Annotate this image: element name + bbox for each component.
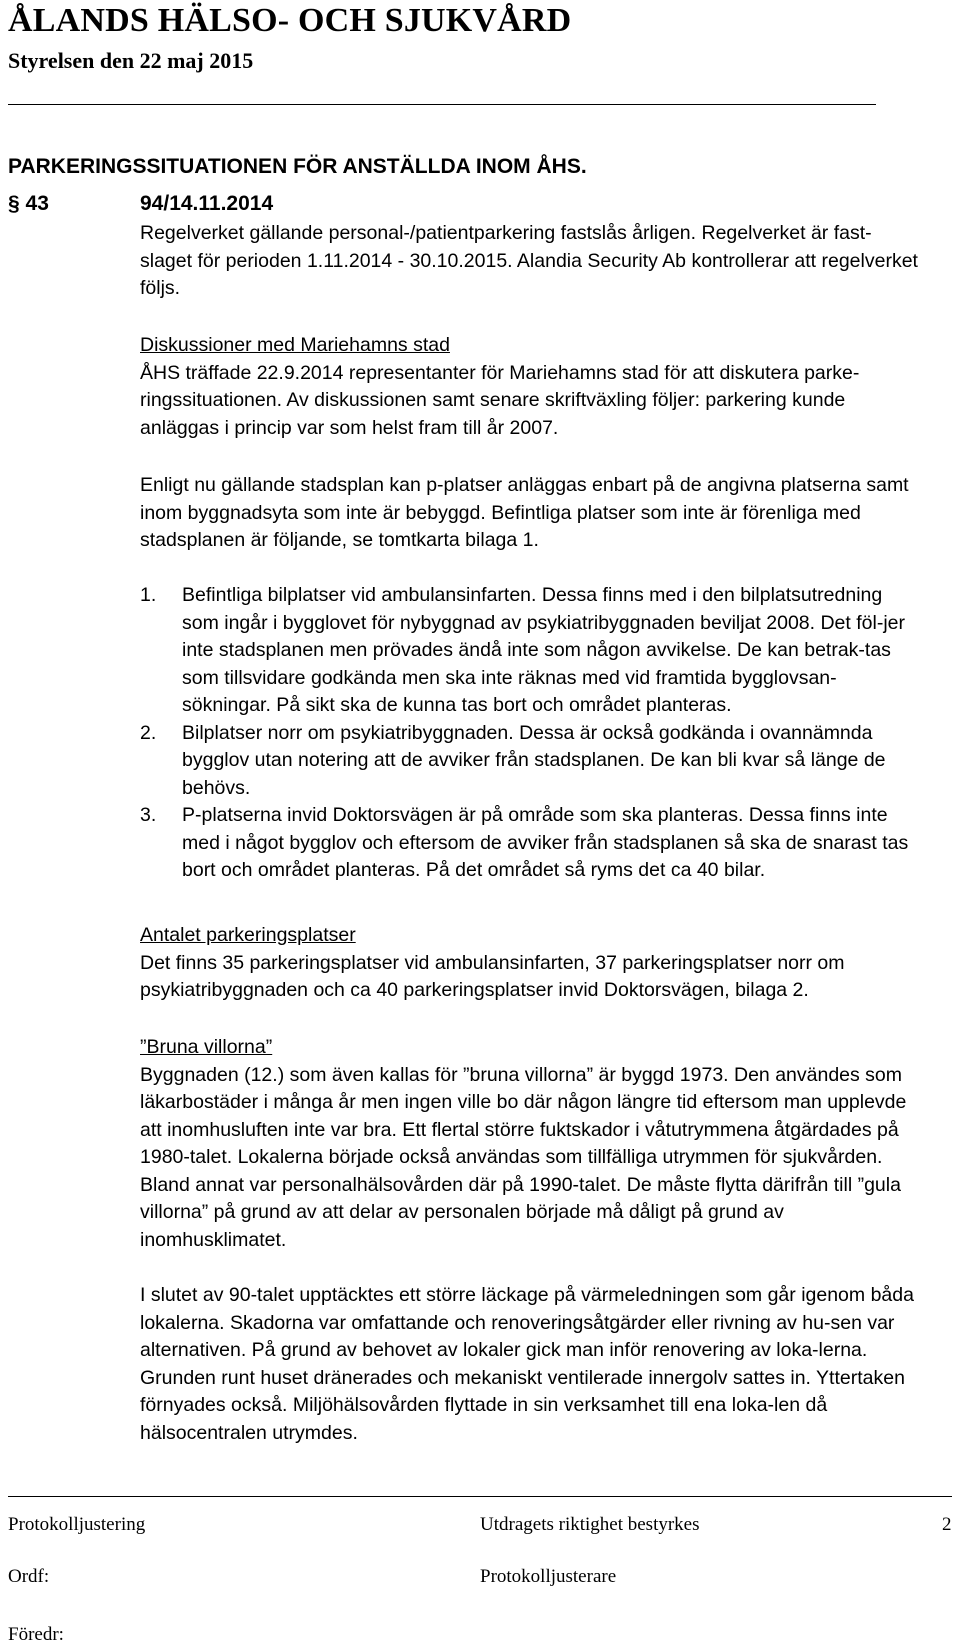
meeting-date: Styrelsen den 22 maj 2015 <box>8 48 254 73</box>
case-reference: 94/14.11.2014 <box>140 192 274 215</box>
parking-count-heading: Antalet parkeringsplatser <box>140 924 356 946</box>
parking-count-text: Det finns 35 parkeringsplatser vid ambulansinfarten, 37 parkeringsplatser norr om psykiatribyggnaden och ca 40 parkeringsplatser invid Doktorsvägen, bilaga 2. <box>140 951 845 1001</box>
footer-chair-label: Ordf: <box>8 1566 50 1587</box>
paragraph-number: § 43 <box>8 192 49 215</box>
discussion-text: ÅHS träffade 22.9.2014 representanter för Mariehamns stad för att diskutera parke-ringssituationen. Av diskussionen samt senare skriftväxling följer: parkering kunde anläggas i princip var som helst fram till år 2007. <box>140 361 860 439</box>
header-divider <box>8 104 876 105</box>
regelverk-paragraph: Regelverket gällande personal-/patientparkering fastslås årligen. Regelverket är fast-slaget för perioden 1.11.2014 - 30.10.2015. Alandia Security Ab kontrollerar att regelverket följs. <box>140 222 918 299</box>
page-number: 2 <box>942 1514 952 1535</box>
list-item-number: 1. <box>140 584 157 606</box>
footer-certification: Utdragets riktighet bestyrkes <box>480 1514 700 1535</box>
parking-count-block <box>140 922 920 1005</box>
parking-list <box>140 582 920 885</box>
organization-title: ÅLANDS HÄLSO- OCH SJUKVÅRD <box>8 2 572 39</box>
list-item-text: Befintliga bilplatser vid ambulansinfarten. Dessa finns med i den bilplatsutredning som ingår i bygglovet för nybyggnad av psykiatribyggnaden beviljat 2008. Det föl-jer inte stadsplanen men prövades ändå inte som någon avvikelse. De kan betrak-tas som tillsvidare godkända men ska inte räknas med vid framtida bygglovsan-sökningar. På sikt ska de kunna tas bort och området planteras. <box>182 584 905 716</box>
list-item-number: 3. <box>140 804 157 826</box>
bruna-villorna-heading: ”Bruna villorna” <box>140 1036 273 1058</box>
section-title: PARKERINGSSITUATIONEN FÖR ANSTÄLLDA INOM ÅHS. <box>8 155 587 178</box>
discussion-block <box>140 332 920 442</box>
bruna-villorna-text: Byggnaden (12.) som även kallas för ”bruna villorna” är byggd 1973. Den användes som läkarbostäder i många år men ingen ville bo där någon längre tid eftersom man upplevde att inomhusluften inte var bra. Ett flertal större fuktskador i våtutrymmena åtgärdades på 1980-talet. Lokalerna började också användas som tillfälliga utrymmen för sjukvården. Bland annat var personalhälsovården där på 1990-talet. De måste flytta därifrån till ”gula villorna” på grund av att delar av personalen började må dåligt på grund av inomhusklimatet. <box>140 1063 907 1251</box>
leakage-paragraph: I slutet av 90-talet upptäcktes ett större läckage på värmeledningen som går igenom båda lokalerna. Skadorna var omfattande och renoveringsåtgärder eller rivning av hu-sen var alternativen. På grund av behovet av lokaler gick man inför renovering av loka-lerna. Grunden runt huset dränerades och mekaniskt ventilerade innergolv sattes in. Yttertaken förnyades också. Miljöhälsovården flyttade in sin verksamhet till ena loka-len då hälsocentralen utrymdes. <box>140 1284 914 1444</box>
list-item <box>140 802 920 885</box>
footer-presenter-label: Föredr: <box>8 1624 64 1645</box>
list-item-text: Bilplatser norr om psykiatribyggnaden. Dessa är också godkända i ovannämnda bygglov utan notering att de avviker från stadsplanen. De kan bli kvar så länge de behövs. <box>182 721 886 799</box>
list-item <box>140 582 920 720</box>
footer-divider <box>8 1496 952 1497</box>
discussion-heading: Diskussioner med Mariehamns stad <box>140 334 450 356</box>
stadsplan-paragraph: Enligt nu gällande stadsplan kan p-platser anläggas enbart på de angivna platserna samt inom byggnadsyta som inte är bebyggd. Befintliga platser som inte är förenliga med stadsplanen är följande, se tomtkarta bilaga 1. <box>140 474 909 551</box>
bruna-villorna-block <box>140 1034 920 1254</box>
list-item-number: 2. <box>140 721 157 744</box>
list-item-text: P-platserna invid Doktorsvägen är på område som ska planteras. Dessa finns inte med i något bygglov och eftersom de avviker från stadsplanen så ska de snarast tas bort och området planteras. På det området så ryms det ca 40 bilar. <box>182 804 909 881</box>
list-item <box>140 720 920 803</box>
footer-protokolljustering: Protokolljustering <box>8 1514 146 1535</box>
footer-adjuster-label: Protokolljusterare <box>480 1566 617 1587</box>
